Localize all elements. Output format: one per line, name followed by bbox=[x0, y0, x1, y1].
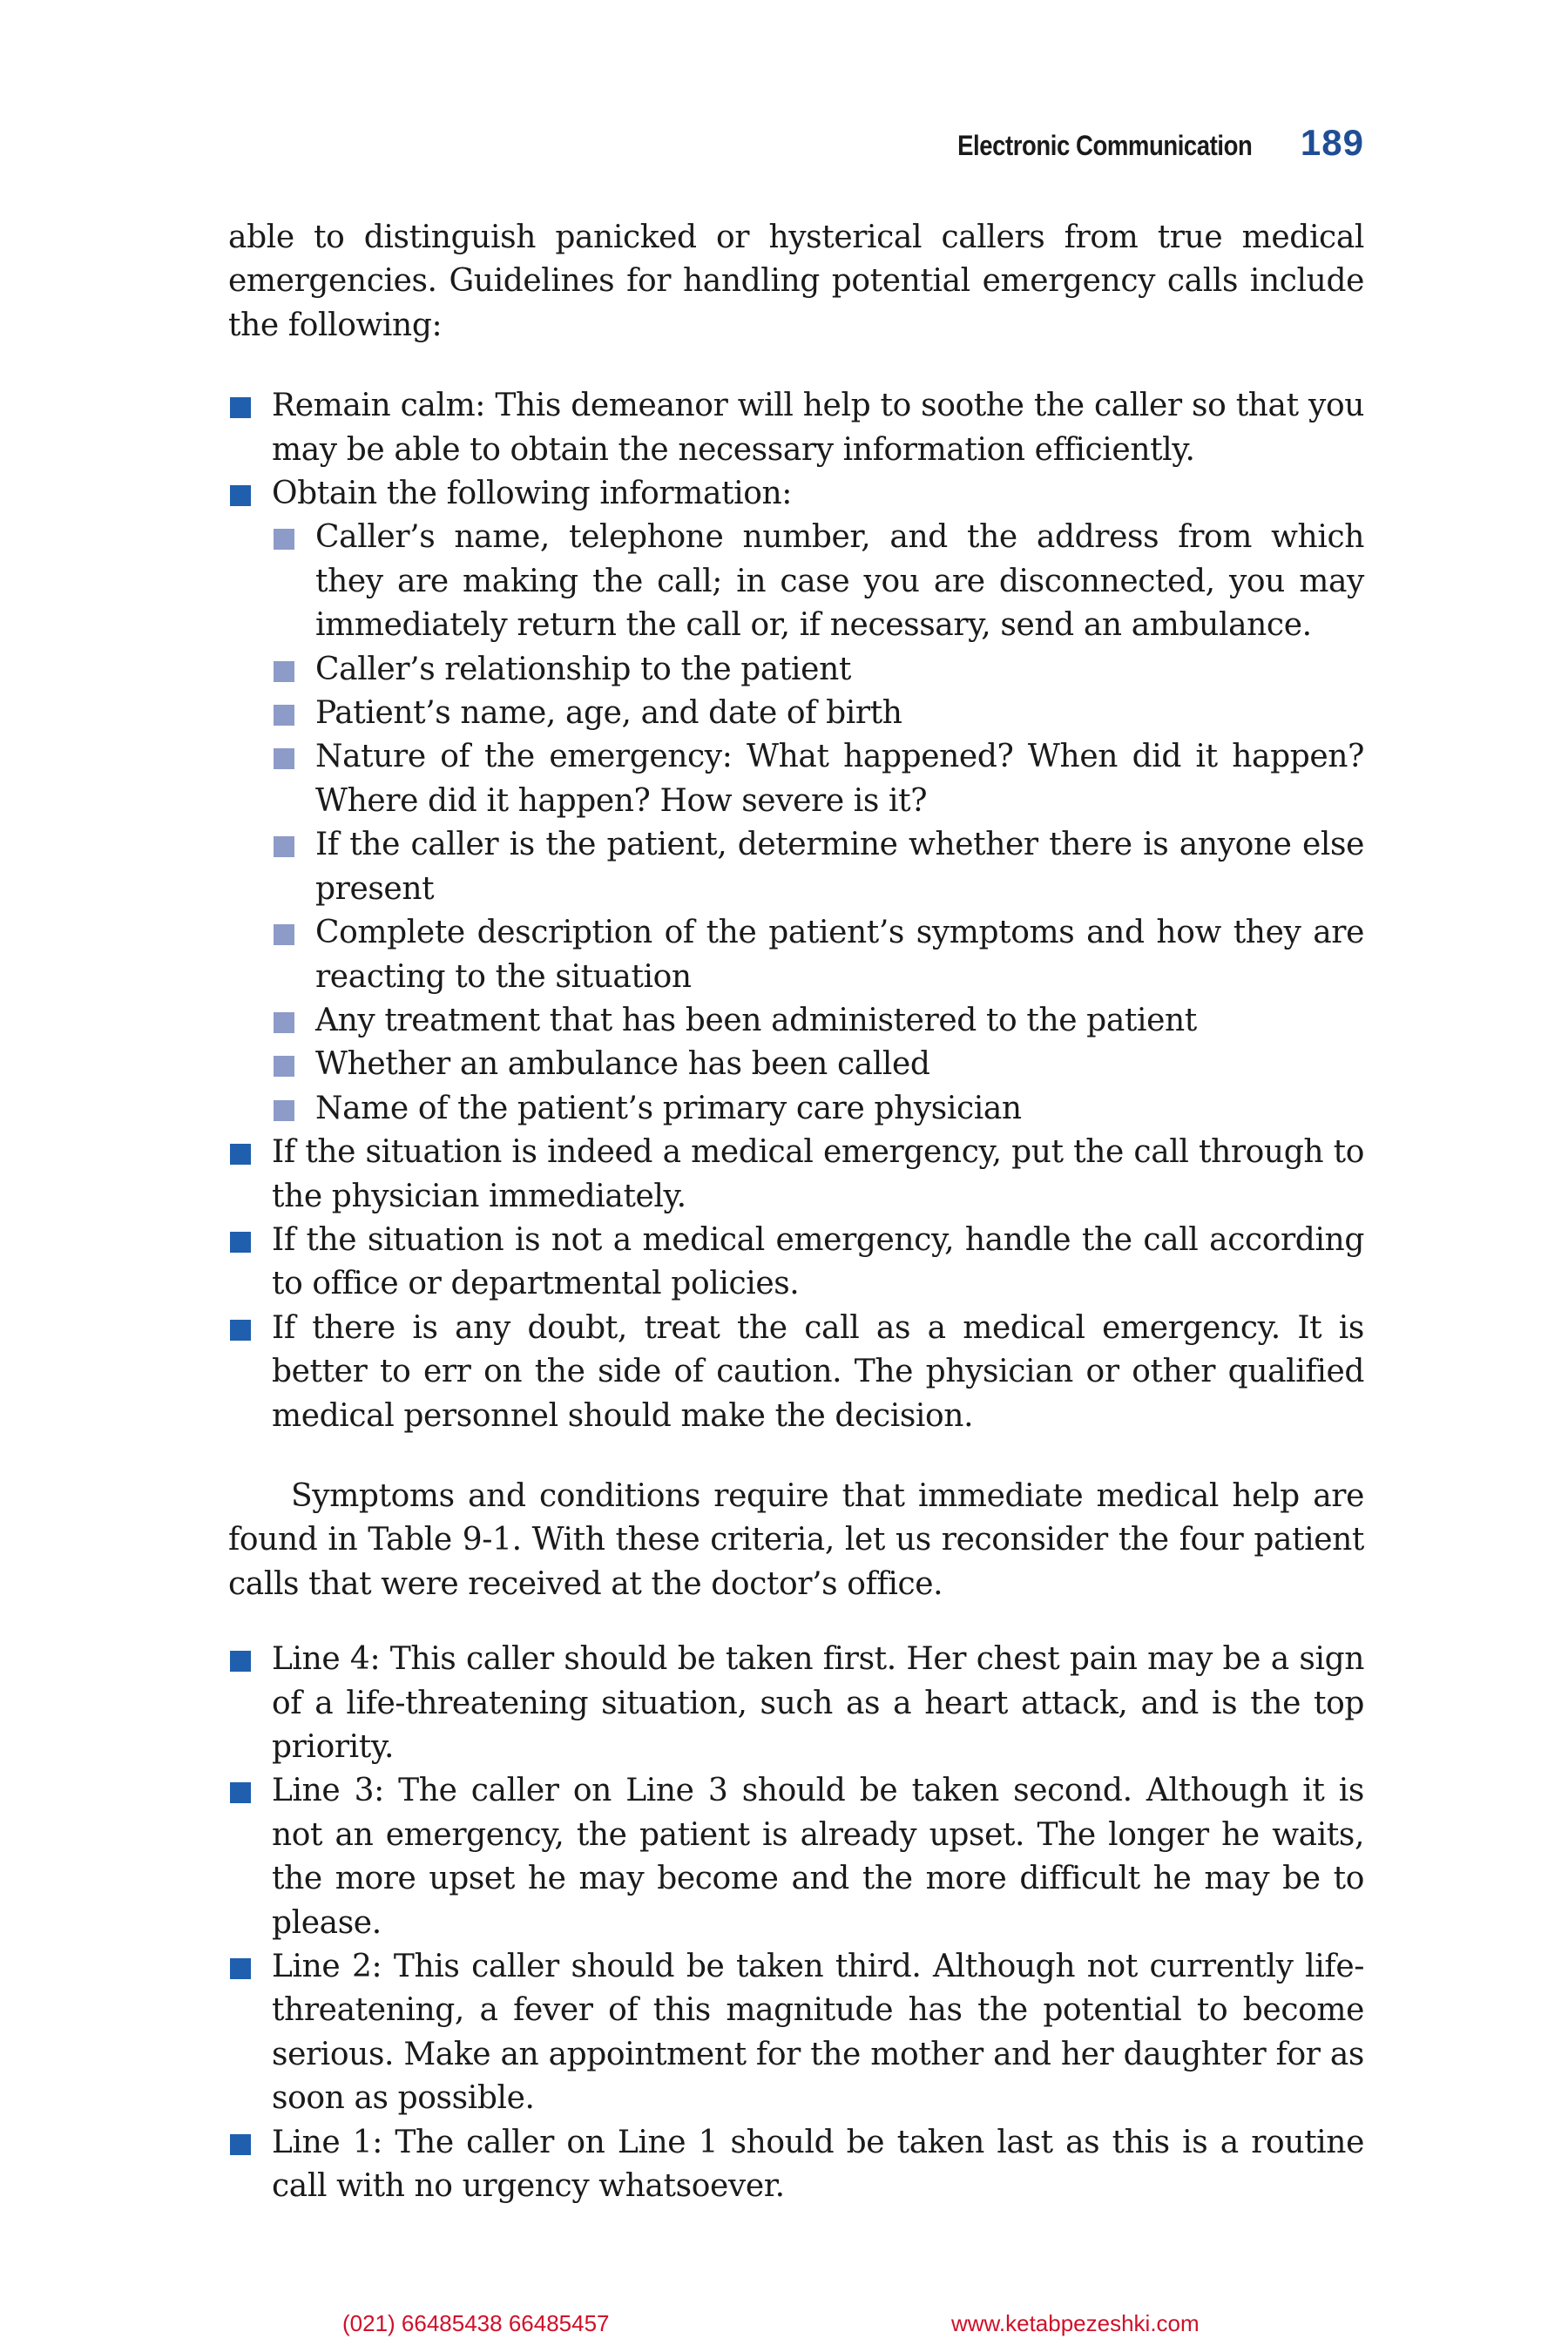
list-item-text: If the situation is indeed a medical emergency, put the call through to the physician immediately. bbox=[272, 1134, 1364, 1214]
call-priority-list bbox=[228, 1638, 1364, 2208]
square-bullet-icon bbox=[230, 1320, 251, 1341]
sublist-item bbox=[272, 735, 1364, 823]
sublist-item-text: If the caller is the patient, determine whether there is anyone else present bbox=[315, 827, 1364, 907]
list-item bbox=[228, 1945, 1364, 2121]
list-item-text: If there is any doubt, treat the call as a medical emergency. It is better to err on the side of caution. The physician or other qualified medical personnel should make the decision. bbox=[272, 1309, 1364, 1434]
list-item-text: Line 1: The caller on Line 1 should be taken last as this is a routine call with no urgency whatsoever. bbox=[272, 2124, 1364, 2205]
square-bullet-icon bbox=[274, 836, 294, 857]
footer-website-link[interactable]: www.ketabpezeshki.com bbox=[951, 2310, 1200, 2336]
list-item-text: Obtain the following information: bbox=[272, 476, 793, 512]
square-bullet-icon bbox=[230, 485, 251, 506]
guideline-list bbox=[228, 384, 1364, 1438]
sublist-item-text: Complete description of the patient’s symptoms and how they are reacting to the situation bbox=[315, 915, 1364, 995]
square-bullet-icon bbox=[230, 1144, 251, 1165]
square-bullet-icon bbox=[274, 1100, 294, 1121]
sublist-item bbox=[272, 692, 1364, 735]
running-header bbox=[0, 122, 1364, 164]
square-bullet-icon bbox=[274, 661, 294, 682]
list-item bbox=[228, 1307, 1364, 1438]
intro-paragraph: able to distinguish panicked or hysterical callers from true medical emergencies. Guidelines for handling potential emergency calls include the following: bbox=[228, 220, 1364, 343]
square-bullet-icon bbox=[274, 924, 294, 945]
square-bullet-icon bbox=[274, 529, 294, 550]
sublist-item bbox=[272, 1043, 1364, 1086]
list-item bbox=[228, 1219, 1364, 1307]
list-item bbox=[228, 472, 1364, 1131]
list-item-text: Line 4: This caller should be taken first. Her chest pain may be a sign of a life-threatening situation, such as a heart attack, and is the top priority. bbox=[272, 1641, 1364, 1765]
sublist-item-text: Caller’s name, telephone number, and the address from which they are making the call; in case you are disconnected, you may immediately return the call or, if necessary, send an ambulance. bbox=[315, 519, 1364, 644]
sublist-item-text: Whether an ambulance has been called bbox=[315, 1046, 930, 1083]
square-bullet-icon bbox=[274, 748, 294, 769]
list-item bbox=[228, 384, 1364, 472]
square-bullet-icon bbox=[274, 1012, 294, 1033]
list-item bbox=[228, 1638, 1364, 1769]
information-sublist bbox=[272, 516, 1364, 1131]
sublist-item bbox=[272, 648, 1364, 692]
square-bullet-icon bbox=[274, 705, 294, 726]
square-bullet-icon bbox=[230, 1782, 251, 1803]
sublist-item bbox=[272, 911, 1364, 999]
square-bullet-icon bbox=[230, 397, 251, 418]
sublist-item bbox=[272, 516, 1364, 647]
body-paragraph: Symptoms and conditions require that immediate medical help are found in Table 9-1. With these criteria, let us reconsider the four patient calls that were received at the doctor’s office. bbox=[228, 1477, 1364, 1602]
footer-phone: (021) 66485438 66485457 bbox=[342, 2310, 610, 2336]
sublist-item-text: Patient’s name, age, and date of birth bbox=[315, 695, 902, 732]
sublist-item-text: Caller’s relationship to the patient bbox=[315, 651, 851, 687]
sublist-item bbox=[272, 999, 1364, 1043]
sublist-item bbox=[272, 1087, 1364, 1131]
square-bullet-icon bbox=[230, 1232, 251, 1253]
list-item-text: Remain calm: This demeanor will help to soothe the caller so that you may be able to obtain the necessary information efficiently. bbox=[272, 388, 1364, 468]
list-item-text: If the situation is not a medical emergency, handle the call according to office or departmental policies. bbox=[272, 1221, 1364, 1302]
sublist-item bbox=[272, 823, 1364, 911]
square-bullet-icon bbox=[230, 1958, 251, 1979]
page-number: 189 bbox=[1300, 122, 1364, 163]
running-title: Electronic Communication bbox=[956, 130, 1252, 161]
list-item-text: Line 3: The caller on Line 3 should be taken second. Although it is not an emergency, the patient is already upset. The longer he waits, the more upset he may become and the more difficult he may be to please. bbox=[272, 1773, 1364, 1941]
list-item-text: Line 2: This caller should be taken third. Although not currently life-threatening, a fever of this magnitude has the potential to become serious. Make an appointment for the mother and her daughter for as soon as possible. bbox=[272, 1949, 1364, 2117]
sublist-item-text: Any treatment that has been administered to the patient bbox=[315, 1002, 1197, 1038]
square-bullet-icon bbox=[230, 2134, 251, 2155]
list-item bbox=[228, 2121, 1364, 2209]
sublist-item-text: Name of the patient’s primary care physician bbox=[315, 1090, 1022, 1126]
page-body bbox=[228, 216, 1364, 2208]
square-bullet-icon bbox=[230, 1651, 251, 1672]
square-bullet-icon bbox=[274, 1056, 294, 1077]
sublist-item-text: Nature of the emergency: What happened? When did it happen? Where did it happen? How severe is it? bbox=[315, 739, 1364, 819]
list-item bbox=[228, 1769, 1364, 1945]
list-item bbox=[228, 1131, 1364, 1219]
